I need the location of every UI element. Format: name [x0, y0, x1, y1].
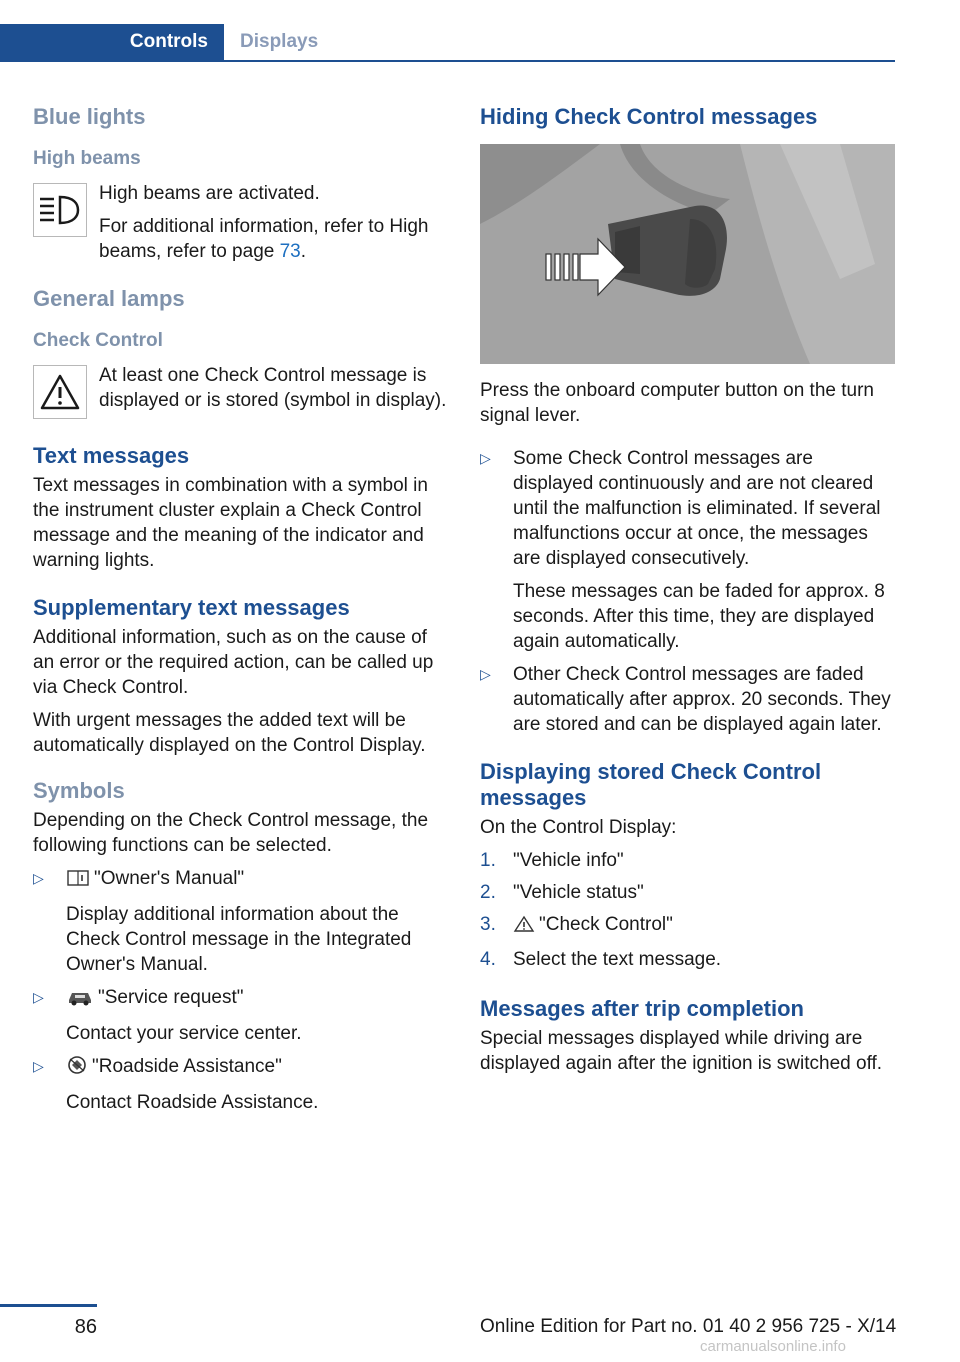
- high-beam-icon: [33, 183, 87, 237]
- check-control-text: At least one Check Control message is displayed or is stored (symbol in display).: [99, 365, 447, 411]
- warning-triangle-icon: [513, 915, 535, 940]
- bullet-arrow-icon: ▷: [480, 450, 491, 466]
- roadside-assistance-label: "Roadside Assistance": [92, 1056, 282, 1077]
- text-messages-body: Text messages in combination with a symbol in the instrument cluster explain a Check Control message and the meaning of the indicator and warning lights.: [33, 475, 428, 571]
- hiding-bullet: [480, 446, 895, 654]
- service-request-label: "Service request": [98, 987, 244, 1008]
- hiding-bullet-extra: These messages can be faded for approx. 8 seconds. After this time, they are displayed again automatically.: [513, 581, 885, 652]
- high-beams-line1: High beams are activated.: [99, 183, 320, 204]
- bullet-arrow-icon: ▷: [33, 989, 44, 1005]
- hiding-heading: Hiding Check Control messages: [480, 104, 818, 129]
- chapter-header: [0, 24, 895, 62]
- service-car-icon: [66, 988, 94, 1013]
- after-trip-heading: Messages after trip completion: [480, 996, 804, 1021]
- warning-triangle-icon: [33, 365, 87, 419]
- watermark: carmanualsonline.info: [700, 1338, 846, 1355]
- hiding-bullet-text: Some Check Control messages are displayed continuously and are not cleared until the malfunction is eliminated. If several malfunctions occur at once, the messages are displayed consecutively.: [513, 448, 881, 569]
- hiding-bullet: [480, 662, 895, 737]
- turn-signal-lever-photo: [480, 144, 895, 364]
- text-messages-heading: Text messages: [33, 443, 190, 468]
- step-item: 3. "Check Control": [480, 912, 895, 940]
- owners-manual-label: "Owner's Manual": [94, 868, 245, 889]
- supplementary-body2: With urgent messages the added text will be automatically displayed on the Control Display.: [33, 710, 426, 756]
- symbols-heading: Symbols: [33, 778, 125, 803]
- book-icon: [66, 869, 90, 894]
- supplementary-heading: Supplementary text messages: [33, 595, 350, 620]
- symbol-item: [33, 866, 448, 977]
- general-lamps-heading: General lamps: [33, 286, 185, 311]
- check-control-entry: [33, 363, 448, 419]
- blue-lights-heading: Blue lights: [33, 104, 146, 129]
- page-number: 86: [74, 1316, 97, 1338]
- after-trip-body: Special messages displayed while driving are displayed again after the ignition is switched off.: [480, 1028, 883, 1074]
- step-item: 1. "Vehicle info": [480, 850, 624, 871]
- symbol-item: [33, 1054, 448, 1115]
- tab-displays[interactable]: Displays: [240, 31, 319, 52]
- supplementary-body1: Additional information, such as on the cause of an error or the required action, can be called up via Check Control.: [33, 627, 434, 698]
- right-column: [480, 100, 895, 1076]
- bullet-arrow-icon: ▷: [480, 666, 491, 682]
- symbol-item: [33, 985, 448, 1046]
- bullet-arrow-icon: ▷: [33, 870, 44, 886]
- displaying-heading: Displaying stored Check Control messages: [480, 759, 822, 810]
- high-beams-line2: For additional information, refer to High beams, refer to page 73.: [99, 216, 429, 262]
- header-rule: [0, 60, 895, 62]
- bullet-arrow-icon: ▷: [33, 1058, 44, 1074]
- step-item: 4. Select the text message.: [480, 949, 722, 970]
- step-item: 2. "Vehicle status": [480, 882, 644, 903]
- photo-caption: Press the onboard computer button on the turn signal lever.: [480, 380, 874, 426]
- steps-list: [480, 848, 895, 972]
- edition-footer: Online Edition for Part no. 01 40 2 956 725 - X/14: [480, 1316, 897, 1337]
- displaying-intro: On the Control Display:: [480, 817, 677, 838]
- service-request-desc: Contact your service center.: [66, 1023, 302, 1044]
- roadside-assistance-icon: [66, 1055, 88, 1082]
- tab-controls[interactable]: Controls: [0, 24, 224, 60]
- high-beams-entry: [33, 181, 448, 264]
- left-column: [33, 100, 448, 1115]
- high-beams-subheading: High beams: [33, 148, 141, 169]
- check-control-subheading: Check Control: [33, 330, 163, 351]
- page-number-rule: [0, 1304, 97, 1307]
- page-73-link[interactable]: 73: [279, 241, 301, 262]
- owners-manual-desc: Display additional information about the Check Control message in the Integrated Owner's Manual.: [66, 904, 412, 975]
- hiding-bullet-text: Other Check Control messages are faded automatically after approx. 20 seconds. They are stored and can be displayed again later.: [513, 664, 891, 735]
- roadside-assistance-desc: Contact Roadside Assistance.: [66, 1092, 319, 1113]
- symbols-body: Depending on the Check Control message, the following functions can be selected.: [33, 810, 429, 856]
